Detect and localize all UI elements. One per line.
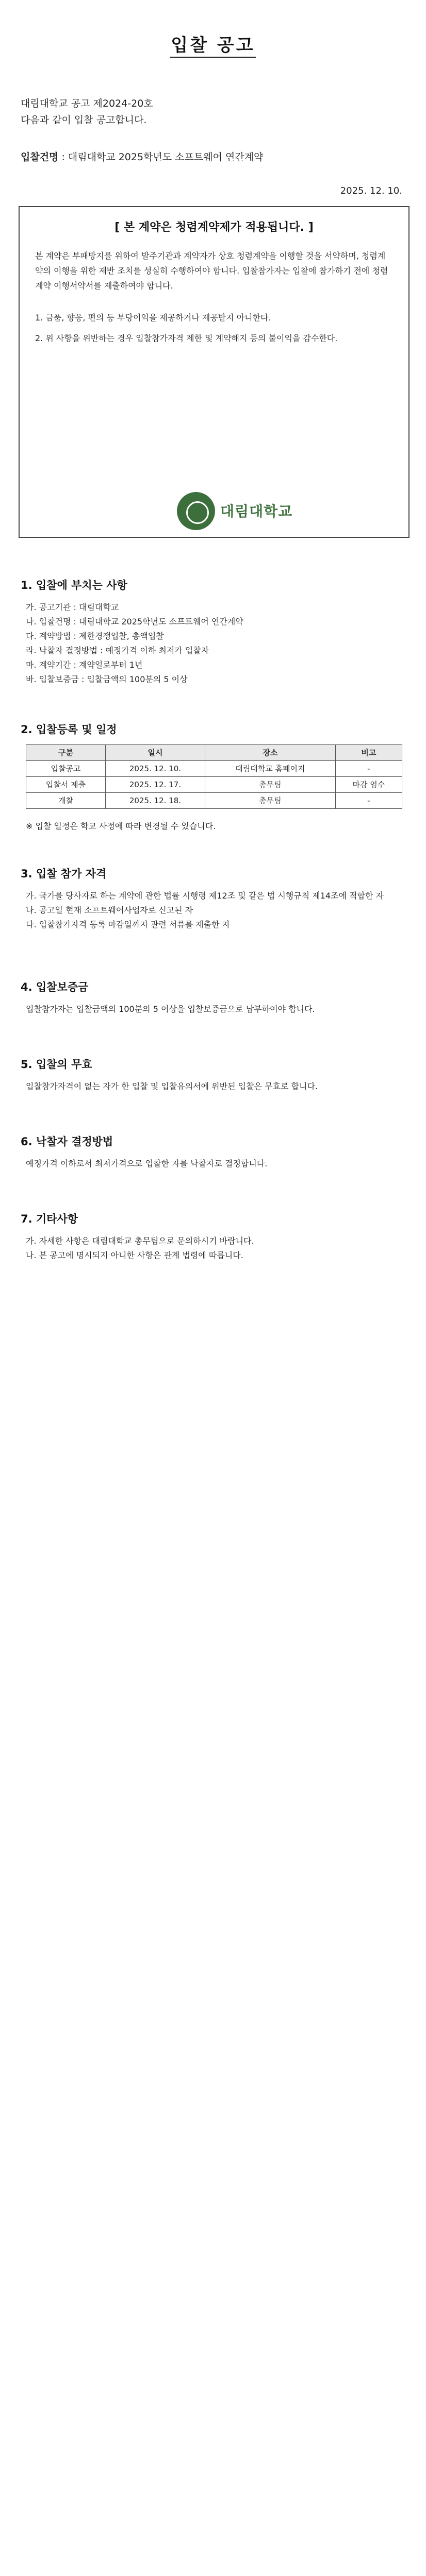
list-item: 나. 공고일 현재 소프트웨어사업자로 신고된 자 [26,905,193,915]
table-cell: 입찰공고 [26,761,106,777]
title-underline [170,57,256,58]
table-header-cell: 장소 [205,745,336,761]
section-6-title: 6. 낙찰자 결정방법 [21,1136,113,1148]
list-item: 가. 국가를 당사자로 하는 계약에 관한 법률 시행령 제12조 및 같은 법 시행규칙 제14조에 적합한 자 [26,891,384,901]
title-area [0,0,426,77]
table-cell: 총무팀 [205,793,336,809]
university-seal-icon [177,492,215,530]
section-4-title: 4. 입찰보증금 [21,981,89,993]
list-item: 바. 입찰보증금 : 입찰금액의 100분의 5 이상 [26,674,188,684]
announce-number: 대림대학교 공고 제2024-20호 [21,98,153,109]
table-cell: 개찰 [26,793,106,809]
section-7-list [26,1234,402,1263]
table-row [26,777,402,793]
table-header-row [26,745,402,761]
schedule-table [26,744,402,809]
section-2-title: 2. 입찰등록 및 일정 [21,723,117,736]
notice-heading: [ 본 계약은 청렴계약제가 적용됩니다. ] [114,221,314,234]
project-name: 대림대학교 2025학년도 소프트웨어 연간계약 [68,151,264,163]
section-1-list [26,600,402,687]
table-row [26,761,402,777]
table-cell: 대림대학교 홈페이지 [205,761,336,777]
list-item: 다. 계약방법 : 제한경쟁입찰, 총액입찰 [26,631,164,641]
table-cell: - [335,761,402,777]
list-item: 라. 낙찰자 결정방법 : 예정가격 이하 최저가 입찰자 [26,646,209,655]
table-cell: 2025. 12. 10. [105,761,205,777]
section-7-title: 7. 기타사항 [21,1213,78,1225]
list-item: 가. 자세한 사항은 대림대학교 총무팀으로 문의하시기 바랍니다. [26,1236,254,1246]
list-item: 나. 본 공고에 명시되지 아니한 사항은 관계 법령에 따릅니다. [26,1250,243,1260]
section-5-title: 5. 입찰의 무효 [21,1058,92,1071]
table-cell: 2025. 12. 18. [105,793,205,809]
section-1-title: 1. 입찰에 부치는 사항 [21,579,127,591]
schedule-table-wrap [26,744,402,809]
notice-paragraph: 본 계약은 부패방지를 위하여 발주기관과 계약자가 상호 청렴계약을 이행할 것을 서약하며, 청렴계약의 이행을 위한 제반 조치를 성실히 수행하여야 합니다. 입찰참가자는 입찰에 참가하기 전에 청렴계약 이행서약서를 제출하여야 합니다. [35,251,388,291]
table-cell: 마감 엄수 [335,777,402,793]
announce-intro: 다음과 같이 입찰 공고합니다. [21,114,147,126]
table-header-cell: 일시 [105,745,205,761]
integrity-notice-box [19,206,409,538]
project-label: 입찰건명 [21,151,59,163]
section-3-title: 3. 입찰 참가 자격 [21,868,107,880]
table-cell: 입찰서 제출 [26,777,106,793]
section-6-text: 예정가격 이하로서 최저가격으로 입찰한 자를 낙찰자로 결정합니다. [26,1159,268,1168]
table-row [26,793,402,809]
schedule-note: ※ 입찰 일정은 학교 사정에 따라 변경될 수 있습니다. [26,821,216,831]
list-item: 나. 입찰건명 : 대림대학교 2025학년도 소프트웨어 연간계약 [26,617,243,626]
table-header-cell: 구분 [26,745,106,761]
notice-item-1: 1. 금품, 향응, 편의 등 부당이익을 제공하거나 제공받지 아니한다. [35,313,271,323]
header-lines [21,95,402,128]
table-cell: 2025. 12. 17. [105,777,205,793]
logo-wordmark: 대림대학교 [220,503,293,520]
section-4-text: 입찰참가자는 입찰금액의 100분의 5 이상을 입찰보증금으로 납부하여야 합니다. [26,1004,315,1014]
list-item: 가. 공고기관 : 대림대학교 [26,602,119,612]
university-logo [177,488,293,534]
notice-item-2: 2. 위 사항을 위반하는 경우 입찰참가자격 제한 및 계약해지 등의 불이익을 감수한다. [35,333,338,343]
section-3-list [26,889,402,932]
project-line: 입찰건명 : 대림대학교 2025학년도 소프트웨어 연간계약 [21,151,264,163]
table-header-cell: 비고 [335,745,402,761]
list-item: 다. 입찰참가자격 등록 마감일까지 관련 서류를 제출한 자 [26,920,231,929]
table-cell: - [335,793,402,809]
page-title: 입찰 공고 [171,35,255,56]
header-date: 2025. 12. 10. [340,185,402,196]
table-cell: 총무팀 [205,777,336,793]
section-5-text: 입찰참가자격이 없는 자가 한 입찰 및 입찰유의서에 위반된 입찰은 무효로 합니다. [26,1081,318,1091]
list-item: 마. 계약기간 : 계약일로부터 1년 [26,660,143,670]
